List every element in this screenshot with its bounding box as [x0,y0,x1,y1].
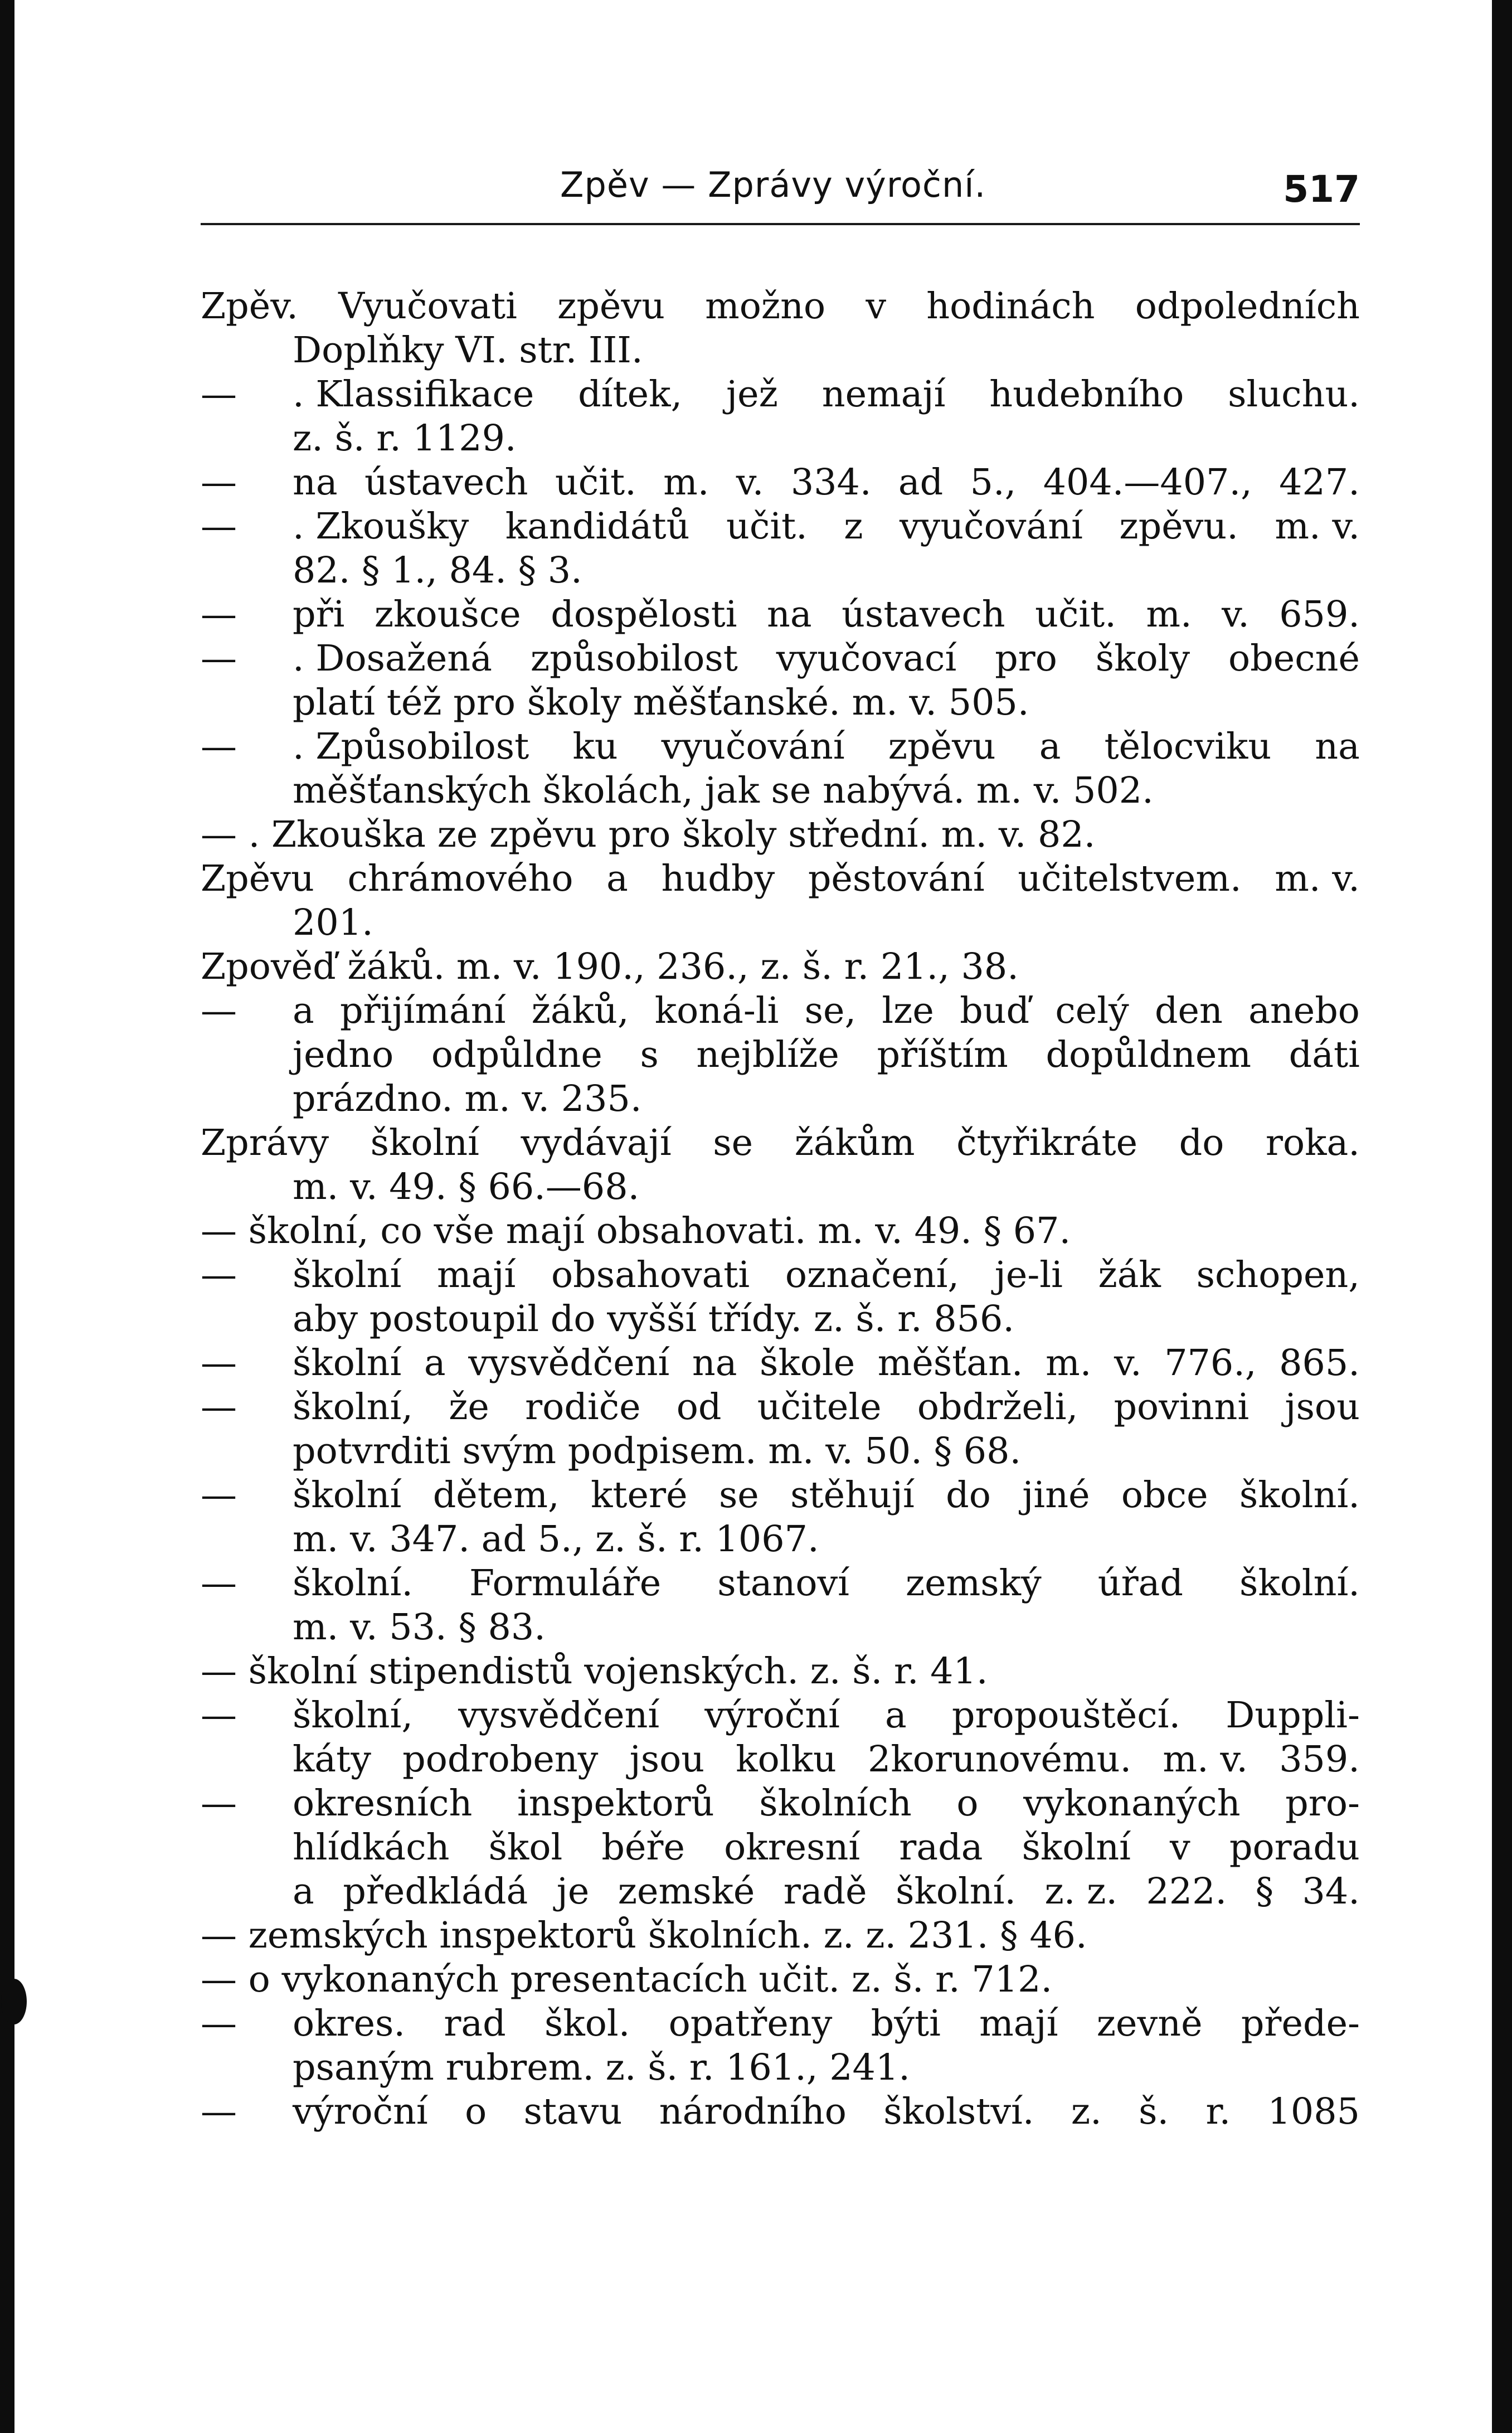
line-word: a [293,990,314,1032]
line-word: m. v. [1163,1738,1248,1780]
line-word: propouštěcí. [951,1694,1181,1736]
line-word: rada [899,1827,983,1868]
line-word: hudebního [989,373,1184,415]
text-line [201,1253,1360,1297]
entry-dash: — [201,1694,237,1736]
line-word: dospělosti [551,594,737,635]
line-word: dítek, [578,373,683,415]
entry-text [293,460,1360,504]
entry-text [293,1473,1360,1517]
line-word: béře [601,1827,685,1868]
line-word: odpůldne [431,1034,602,1076]
line-word: stěhují [790,1474,915,1516]
text-line [201,1033,1360,1077]
line-word: dopůldnem [1046,1034,1252,1076]
entry-dash: — [201,594,237,635]
line-word: při [293,594,345,635]
text-line [201,1341,1360,1385]
line-word: je-li [994,1254,1063,1296]
line-word: . Klassifikace [293,373,534,415]
line-word: okres. [293,2003,406,2045]
entry-dash: — [201,462,237,503]
line-word: hlídkách [293,1827,450,1868]
line-word: v. [1114,1342,1142,1384]
text-line: měšťanských školách, jak se nabývá. m. v. 502. [293,770,1154,812]
entry-dash: — [201,1562,237,1604]
line-word: tělocviku [1104,726,1272,768]
line-word: 359. [1279,1738,1360,1780]
line-word: jiné [1022,1474,1090,1516]
text-line [201,1473,1360,1517]
line-word: z. z. [1044,1871,1117,1912]
entry-text [293,1253,1360,1297]
entry-dash: — [201,2003,237,2045]
line-word: obsahovati [551,1254,750,1296]
line-word: ad [898,462,944,503]
line-word: 776., [1164,1342,1257,1384]
line-word: kandidátů [505,506,690,547]
line-word: vydávají [521,1122,672,1164]
line-word: zpěvu [557,285,665,327]
line-word: označení, [785,1254,960,1296]
line-word: školní, [293,1694,413,1736]
line-word: národního [659,2091,847,2133]
line-word: roka. [1265,1122,1360,1164]
line-word: v [866,285,887,327]
line-word: učit. [555,462,636,503]
line-word: vykonaných [1023,1783,1241,1824]
line-word: do [946,1474,991,1516]
line-word: dětem, [432,1474,560,1516]
line-word: a [885,1694,907,1736]
entry-dash: — [201,1783,237,1824]
text-line: — zemských inspektorů školních. z. z. 231. § 46. [201,1915,1087,1956]
line-word: zemský [905,1562,1042,1604]
entry-dash: — [201,1254,237,1296]
line-word: rad [444,2003,506,2045]
line-word: povinni [1114,1386,1250,1428]
entry-dash: — [201,1342,237,1384]
entry-dash: — [201,1386,237,1428]
line-word: š. [1139,2091,1169,2133]
line-word: buď [960,990,1030,1032]
line-word: o [956,1783,979,1824]
line-word: z. [1071,2091,1102,2133]
line-word: pěstování [808,858,985,900]
text-line: platí též pro školy měšťanské. m. v. 505. [293,682,1029,723]
text-line: Zpověď žáků. m. v. 190., 236., z. š. r. 21., 38. [201,946,1019,988]
line-word: a [606,858,628,900]
line-word: způsobilost [530,638,738,679]
line-word: hodinách [926,285,1095,327]
line-word: školství. [883,2091,1034,2133]
text-line: m. v. 347. ad 5., z. š. r. 1067. [293,1518,819,1560]
line-word: káty [293,1738,371,1780]
entry-dash: — [201,726,237,768]
line-word: o [465,2091,487,2133]
text-line: psaným rubrem. z. š. r. 161., 241. [293,2047,910,2089]
entry-text [293,2090,1360,2134]
line-word: úřad [1097,1562,1184,1604]
line-word: žáků, [531,990,629,1032]
entry-text [293,1385,1360,1429]
text-line [201,1561,1360,1605]
line-word: školní [370,1122,479,1164]
line-word: 2korunovému. [868,1738,1132,1780]
left-binding-edge [0,0,14,2433]
line-word: školní. [1239,1474,1360,1516]
line-word: učitele [757,1386,882,1428]
page-header [201,159,1360,220]
entry-text [293,593,1360,637]
text-line [201,1737,1360,1781]
entry-dash: — [201,506,237,547]
line-word: ústavech [842,594,1005,635]
text-line: z. š. r. 1129. [293,417,517,459]
line-word: učitelstvem. [1018,858,1242,900]
line-word: vyučovací [776,638,957,679]
line-word: je [556,1871,590,1912]
line-word: a [424,1342,446,1384]
entry-dash: — [201,2091,237,2133]
line-word: radě [783,1871,867,1912]
line-word: do [1179,1122,1224,1164]
line-word: mají [436,1254,516,1296]
line-word: školní. [1239,1562,1360,1604]
line-word: odpoledních [1135,285,1360,327]
line-word: jedno [293,1034,394,1076]
line-word: 659. [1279,594,1360,635]
line-word: koná-li [654,990,779,1032]
line-word: zemské [618,1871,755,1912]
line-word: . Zkoušky [293,506,469,547]
line-word: se [713,1122,753,1164]
text-line [201,460,1360,504]
text-line: m. v. 53. § 83. [293,1606,546,1648]
text-line: — . Zkouška ze zpěvu pro školy střední. m. v. 82. [201,814,1096,856]
line-word: v. [736,462,764,503]
line-word: na [1315,726,1360,768]
page-number: 517 [1283,168,1360,211]
line-word: anebo [1248,990,1360,1032]
line-word: 5., [970,462,1017,503]
text-line [201,1693,1360,1737]
line-word: den [1154,990,1223,1032]
text-line [201,725,1360,769]
text-line [201,372,1360,416]
line-word: zpěvu [888,726,996,768]
line-word: nemají [821,373,946,415]
line-word: Vyučovati [338,285,517,327]
line-word: lze [882,990,934,1032]
text-line: prázdno. m. v. 235. [293,1078,642,1120]
line-word: Zpěvu [201,858,314,900]
line-word: jsou [629,1738,705,1780]
line-word: se [718,1474,759,1516]
entry-text [293,504,1360,548]
text-line: aby postoupil do vyšší třídy. z. š. r. 856. [293,1298,1015,1340]
line-word: hudby [661,858,775,900]
line-word: dáti [1289,1034,1360,1076]
line-word: v. [1222,594,1250,635]
line-word: pro- [1285,1783,1360,1824]
line-word: zevně [1096,2003,1203,2045]
line-word: 404.—407., [1043,462,1252,503]
line-word: okresních [293,1783,473,1824]
line-word: opatřeny [668,2003,833,2045]
line-word: přede- [1241,2003,1360,2045]
line-word: 222. [1146,1871,1227,1912]
line-word: Zpěv. [201,285,298,327]
line-word: m. [663,462,709,503]
line-word: školy [1095,638,1190,679]
line-word: 1085 [1267,2091,1360,2133]
line-word: výroční [704,1694,840,1736]
line-word: kolku [736,1738,837,1780]
line-word: Duppli- [1226,1694,1360,1736]
text-line [201,2002,1360,2046]
line-word: stanoví [717,1562,849,1604]
line-word: pro [995,638,1057,679]
line-word: možno [705,285,826,327]
line-word: žákům [794,1122,915,1164]
binding-speck [1,1979,27,2024]
header-divider [201,223,1360,225]
entry-text [293,1781,1360,1825]
line-word: které [591,1474,688,1516]
line-word: 427. [1279,462,1360,503]
line-word: že [449,1386,489,1428]
text-line [201,2090,1360,2134]
line-word: obdrželi, [917,1386,1078,1428]
line-word: školní. [896,1871,1017,1912]
line-word: celý [1055,990,1129,1032]
line-word: výroční [293,2091,428,2133]
line-word: poradu [1229,1827,1360,1868]
text-line [201,637,1360,681]
line-word: podrobeny [402,1738,599,1780]
line-word: učit. [1035,594,1116,635]
line-word: škol [488,1827,563,1868]
line-word: 334. [790,462,872,503]
line-word: Formuláře [469,1562,662,1604]
line-word: školní [293,1474,402,1516]
line-word: učit. [726,506,808,547]
text-line: m. v. 49. § 66.—68. [293,1166,640,1208]
line-word: . Způsobilost [293,726,529,768]
line-word: přijímání [339,990,506,1032]
index-entries [201,284,1360,2134]
entry-text [293,1693,1360,1737]
line-word: obecné [1228,638,1360,679]
right-page-edge [1492,0,1512,2433]
line-word: býti [871,2003,941,2045]
line-word: stavu [523,2091,623,2133]
entry-dash: — [201,1474,237,1516]
text-line [201,504,1360,548]
entry-dash: — [201,373,237,415]
line-word: čtyřikráte [956,1122,1138,1164]
line-word: se, [804,990,857,1032]
line-word: nejblíže [696,1034,839,1076]
text-line: potvrditi svým podpisem. m. v. 50. § 68. [293,1430,1022,1472]
line-word: . Dosažená [293,638,493,679]
line-word: a [1039,726,1061,768]
line-word: okresní [724,1827,860,1868]
text-line: Doplňky VI. str. III. [293,329,643,371]
line-word: m. [1046,1342,1092,1384]
line-word: vyučování [899,506,1083,547]
line-word: na [692,1342,737,1384]
line-word: 865. [1279,1342,1360,1384]
line-word: vysvědčení [468,1342,670,1384]
text-line: — školní stipendistů vojenských. z. š. r. 41. [201,1650,988,1692]
line-word: obce [1121,1474,1208,1516]
line-word: m. v. [1275,506,1360,547]
entry-text [293,1341,1360,1385]
text-line [201,1121,1360,1165]
line-word: příštím [877,1034,1008,1076]
text-line: 82. § 1., 84. § 3. [293,550,582,591]
text-line [201,857,1360,901]
text-line [201,284,1360,328]
line-word: inspektorů [517,1783,714,1824]
line-word: r. [1205,2091,1231,2133]
text-line: — o vykonaných presentacích učit. z. š. r. 712. [201,1959,1053,2000]
line-word: a [293,1871,314,1912]
text-line [201,989,1360,1033]
line-word: od [676,1386,722,1428]
text-line [201,593,1360,637]
line-word: škol. [544,2003,630,2045]
line-word: v [1170,1827,1190,1868]
line-word: ústavech [364,462,528,503]
text-line [201,1825,1360,1869]
line-word: zpěvu. [1119,506,1238,547]
line-word: na [767,594,812,635]
line-word: mají [979,2003,1058,2045]
running-title: Zpěv — Zprávy výroční. [560,164,986,205]
line-word: z [844,506,863,547]
line-word: vysvědčení [458,1694,660,1736]
line-word: jež [726,373,778,415]
line-word: Zprávy [201,1122,329,1164]
line-word: chrámového [347,858,573,900]
line-word: s [640,1034,659,1076]
line-word: škole [760,1342,855,1384]
line-word: žák [1098,1254,1161,1296]
line-word: schopen, [1196,1254,1360,1296]
text-line [201,1385,1360,1429]
line-word: m. v. [1275,858,1360,900]
text-line [201,1869,1360,1914]
line-word: předkládá [343,1871,528,1912]
line-word: na [293,462,338,503]
text-line: 201. [293,902,373,944]
line-word: sluchu. [1228,373,1360,415]
text-line: — školní, co vše mají obsahovati. m. v. 49. § 67. [201,1210,1071,1252]
entry-text [293,637,1360,681]
entry-text [293,725,1360,769]
entry-dash: — [201,638,237,679]
line-word: školní. [293,1562,413,1604]
line-word: školní, [293,1386,413,1428]
line-word: m. [1146,594,1192,635]
entry-text [293,989,1360,1033]
line-word: vyučování [661,726,845,768]
line-word: školních [759,1783,912,1824]
entry-text [293,2002,1360,2046]
line-word: rodiče [525,1386,641,1428]
line-word: zkoušce [374,594,521,635]
line-word: ku [572,726,618,768]
entry-text [293,1561,1360,1605]
line-word: 34. [1302,1871,1360,1912]
line-word: školní [293,1342,402,1384]
line-word: jsou [1285,1386,1360,1428]
entry-dash: — [201,990,237,1032]
entry-text [293,372,1360,416]
line-word: § [1255,1871,1274,1912]
text-line [201,1781,1360,1825]
line-word: školní [293,1254,402,1296]
line-word: školní [1022,1827,1131,1868]
line-word: měšťan. [877,1342,1023,1384]
